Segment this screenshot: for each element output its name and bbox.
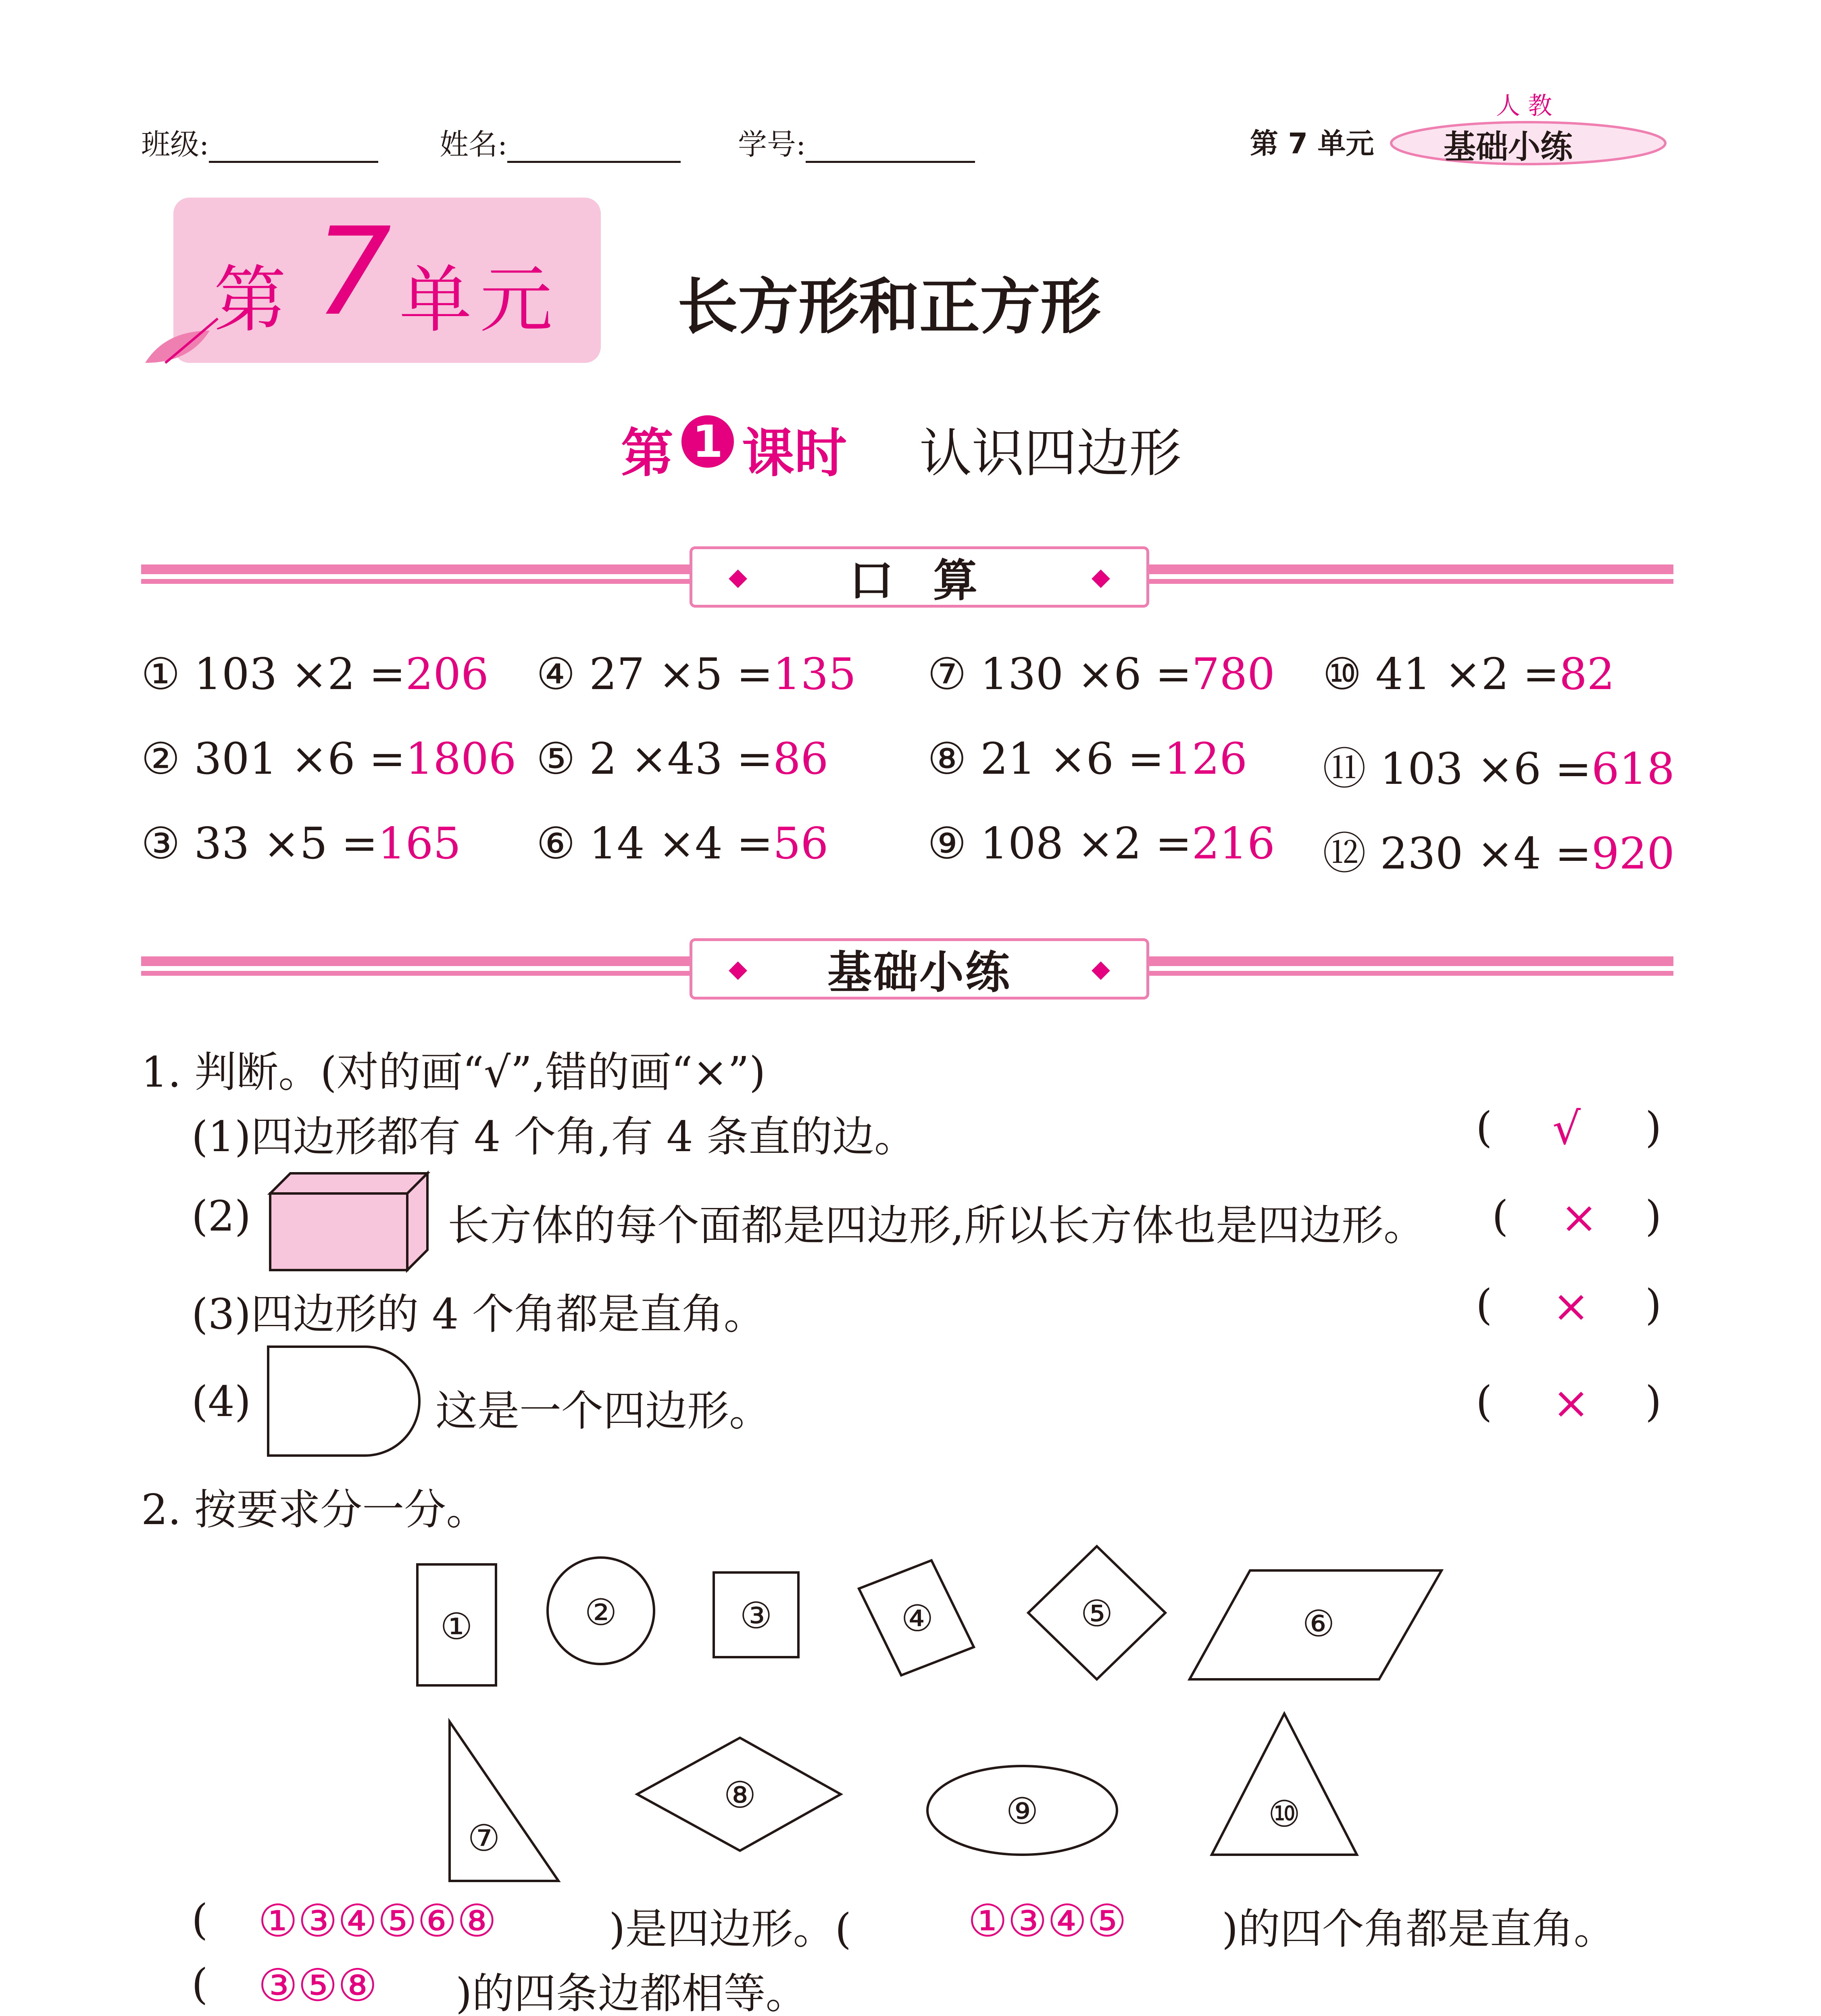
q2-open-paren: ( <box>192 1960 208 2009</box>
oral-item: ⑪ 103 ×6 =618 <box>1323 744 1675 794</box>
q2-text-3: )的四条边都相等。 <box>456 1969 808 2016</box>
diamond-icon: ◆ <box>729 955 748 983</box>
cuboid-figure <box>266 1169 431 1274</box>
leaf-icon <box>141 314 222 375</box>
q2-shapes <box>0 1532 1821 1935</box>
q1-item-4-text: 这是一个四边形。 <box>435 1386 771 1435</box>
oral-item: ⑩ 41 ×2 =82 <box>1323 649 1615 700</box>
q1-close-paren: ) <box>1645 1377 1662 1426</box>
q1-open-paren: ( <box>1476 1103 1492 1152</box>
shape-label: ⑦ <box>467 1817 500 1860</box>
q2-answer-2: ①③④⑤ <box>968 1895 1127 1947</box>
q1-close-paren: ) <box>1645 1280 1662 1329</box>
name-label: 姓名: <box>440 127 508 161</box>
id-field <box>738 121 975 163</box>
q1-item-4-label: (4) <box>192 1377 251 1426</box>
unit-title: 长方形和正方形 <box>677 272 1101 342</box>
shape-label: ④ <box>901 1597 934 1640</box>
q1-title: 1. 判断。(对的画“√”,错的画“×”) <box>141 1048 766 1097</box>
q1-open-paren: ( <box>1476 1377 1492 1426</box>
lesson-number-badge: 1 <box>681 415 734 468</box>
name-field <box>440 121 681 163</box>
shape-label: ⑨ <box>1006 1790 1039 1833</box>
q1-open-paren: ( <box>1476 1280 1492 1329</box>
shape-label: ⑥ <box>1302 1603 1335 1645</box>
shape-label: ① <box>440 1606 473 1648</box>
unit-suffix: 单元 <box>399 258 561 342</box>
q2-open-paren: ( <box>192 1895 208 1944</box>
q2-text-2: )的四个角都是直角。 <box>1222 1904 1616 1954</box>
unit-number: 7 <box>315 202 392 342</box>
lesson-suffix: 课时 <box>742 423 847 484</box>
publisher-label: 人 教 <box>1496 92 1552 120</box>
oral-item: ⑦ 130 ×6 =780 <box>927 649 1275 700</box>
shape-7-right-triangle <box>450 1722 558 1881</box>
shape-label: ⑩ <box>1268 1793 1301 1835</box>
q1-open-paren: ( <box>1492 1191 1508 1241</box>
oral-section-label <box>690 546 1149 608</box>
name-blank[interactable] <box>507 133 681 163</box>
oral-item: ⑤ 2 ×43 =86 <box>536 734 829 784</box>
oral-item: ⑨ 108 ×2 =216 <box>927 818 1275 869</box>
class-field <box>141 121 378 163</box>
q2-text-1: )是四边形。( <box>609 1904 852 1954</box>
basic-section-label <box>690 938 1149 1000</box>
id-blank[interactable] <box>806 133 975 163</box>
q2-answer-1: ①③④⑤⑥⑧ <box>258 1895 497 1947</box>
unit-prefix: 第 <box>214 258 287 342</box>
oral-item: ① 103 ×2 =206 <box>141 649 489 700</box>
shape-label: ③ <box>740 1595 773 1637</box>
q1-item-2-label: (2) <box>192 1191 251 1241</box>
basic-title: 基础小练 <box>827 947 1011 998</box>
q1-answer-2: × <box>1561 1191 1598 1243</box>
q2-answer-3: ③⑤⑧ <box>258 1960 377 2011</box>
q1-answer-3: × <box>1552 1280 1590 1332</box>
series-label: 基础小练 <box>1444 128 1573 166</box>
class-label: 班级: <box>141 127 209 161</box>
diamond-icon: ◆ <box>729 563 748 591</box>
q1-answer-1: √ <box>1552 1103 1581 1154</box>
oral-item: ⑫ 230 ×4 =920 <box>1323 829 1675 879</box>
shape-label: ⑤ <box>1080 1593 1113 1635</box>
q1-item-3: (3)四边形的 4 个角都是直角。 <box>192 1289 766 1339</box>
oral-title: 口 算 <box>849 555 990 606</box>
diamond-icon: ◆ <box>1091 563 1110 591</box>
oral-item: ③ 33 ×5 =165 <box>141 818 461 869</box>
q1-item-1: (1)四边形都有 4 个角,有 4 条直的边。 <box>192 1112 916 1161</box>
oral-item: ② 301 ×6 =1806 <box>141 734 517 784</box>
class-blank[interactable] <box>209 133 378 163</box>
oral-item: ④ 27 ×5 =135 <box>536 649 856 700</box>
lesson-title: 认识四边形 <box>919 423 1182 484</box>
q2-title: 2. 按要求分一分。 <box>141 1485 488 1534</box>
id-label: 学号: <box>738 127 806 161</box>
diamond-icon: ◆ <box>1091 955 1110 983</box>
half-round-figure <box>264 1343 425 1460</box>
q1-item-2-text: 长方体的每个面都是四边形,所以长方体也是四边形。 <box>448 1201 1426 1250</box>
oral-item: ⑥ 14 ×4 =56 <box>536 818 829 869</box>
shape-label: ⑧ <box>723 1774 756 1816</box>
q1-close-paren: ) <box>1645 1191 1662 1241</box>
shape-label: ② <box>584 1591 617 1634</box>
unit-tag: 第 7 单元 <box>1250 127 1374 160</box>
oral-item: ⑧ 21 ×6 =126 <box>927 734 1248 784</box>
q1-close-paren: ) <box>1645 1103 1662 1152</box>
lesson-prefix: 第 <box>621 423 674 484</box>
q1-answer-4: × <box>1552 1377 1590 1429</box>
